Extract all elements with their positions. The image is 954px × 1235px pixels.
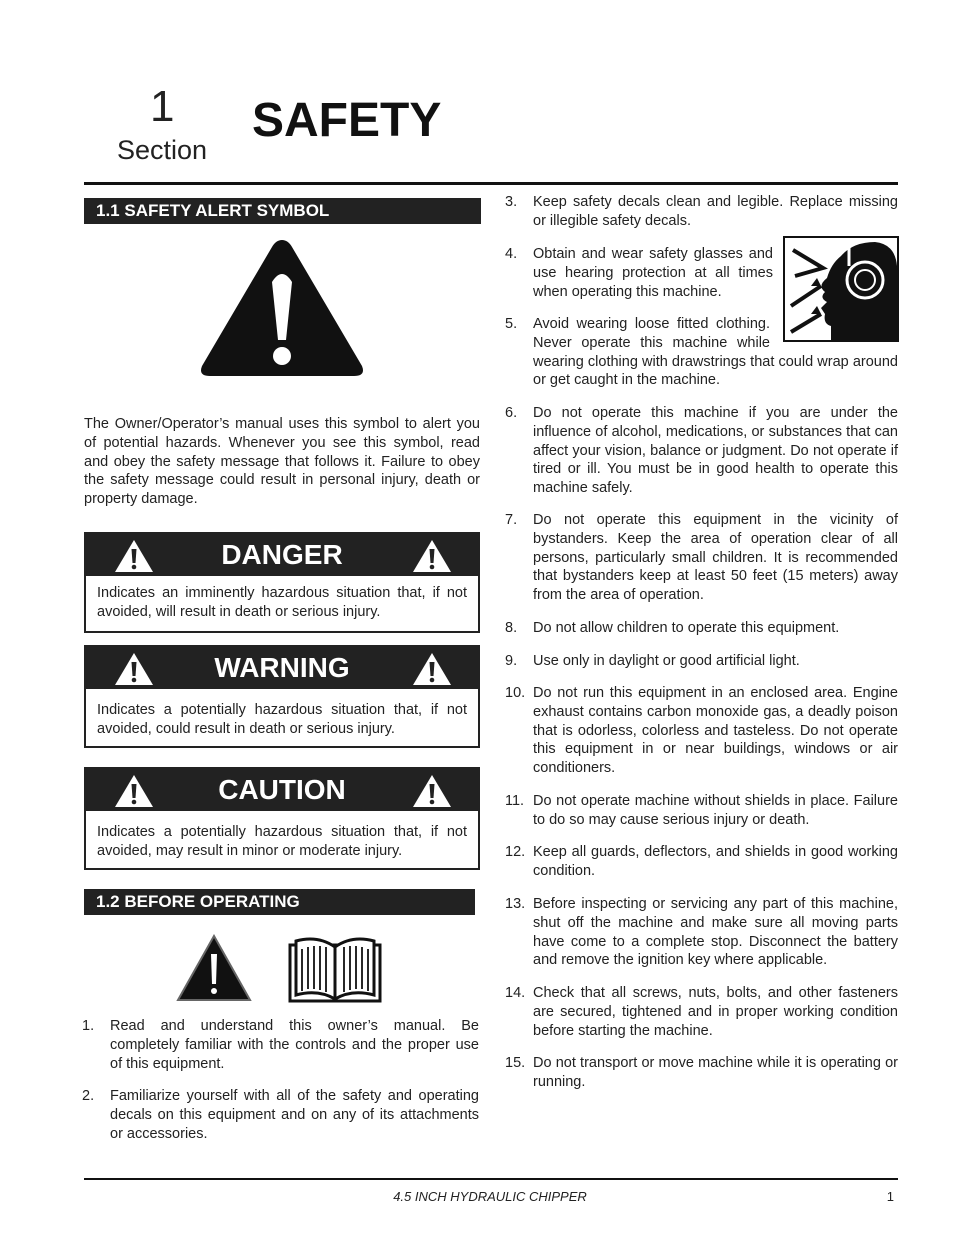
section-word: Section [117,135,208,165]
safety-alert-icon [198,236,366,380]
list-item: 10. Do not run this equipment in an enclosed area. Engine exhaust contains carbon monoxide gas, a deadly poison that is odorless, colorless and tasteless. Do not operate this equipment in or near buildings, windows or air conditioners. [505,685,898,777]
warning-triangle-icon [176,934,252,1002]
danger-header [86,534,478,576]
caution-box [84,767,480,870]
list-item: 4. Obtain and wear safety glasses and use hearing protection at all times when operating this machine. [505,246,773,300]
list-item: 13. Before inspecting or servicing any part of this machine, shut off the machine and make sure all moving parts have come to a complete stop. Disconnect the battery and remove the ignition key where applicable. [505,896,898,969]
list-item: 14. Check that all screws, nuts, bolts, and other fasteners are secured, tightened and in proper working condition before starting the machine. [505,985,898,1039]
manual-book-icon [288,933,382,1003]
list-item: 5. Avoid wearing loose fitted clothing. Never operate this machine while wearing clothing with drawstrings that could wrap around or get caught in the machine. [505,316,898,389]
signal-word-caution: CAUTION [218,774,346,805]
list-item: 9. Use only in daylight or good artificial light. [505,653,800,669]
list-item: 8. Do not allow children to operate this equipment. [505,620,840,636]
footer-title: 4.5 INCH HYDRAULIC CHIPPER [393,1189,587,1204]
warning-description: Indicates a potentially hazardous situation that, if not avoided, could result in death or serious injury. [97,702,467,737]
list-item: 2. Familiarize yourself with all of the safety and operating decals on this equipment and on any of its attachments or accessories. [82,1088,479,1142]
list-item: 7. Do not operate this equipment in the vicinity of bystanders. Keep the area of operation clear of all persons, particularly small children. It is recommended that bystanders keep at least 50 feet (15 meters) away from the area of operation. [505,512,898,604]
list-item: 15. Do not transport or move machine while it is operating or running. [505,1055,898,1090]
icon-float-spacer [770,315,898,351]
section-1-1-heading: 1.1 SAFETY ALERT SYMBOL [84,198,481,224]
warning-box [84,645,480,748]
signal-word-warning: WARNING [214,652,350,683]
bottom-divider [84,1178,898,1180]
caution-description: Indicates a potentially hazardous situation that, if not avoided, may result in minor or moderate injury. [97,824,467,859]
list-item: 11. Do not operate machine without shields in place. Failure to do so may cause serious injury or death. [505,793,898,828]
section-number: 1 [150,82,175,131]
top-divider [84,182,898,185]
danger-box [84,532,480,633]
danger-description: Indicates an imminently hazardous situation that, if not avoided, will result in death or serious injury. [97,585,467,620]
safety-symbol-intro: The Owner/Operator’s manual uses this symbol to alert you of potential hazards. Whenever you see this symbol, read and obey the safety message that follows it. Failure to obey the safety message could result in personal injury, death or property damage. [84,416,480,508]
list-item: 6. Do not operate this machine if you are under the influence of alcohol, medications, or substances that can affect your vision, balance or judgment. Do not operate if tired or ill. You must be in good health to operate this machine safely. [505,405,898,497]
caution-header [86,769,478,811]
section-1-2-heading: 1.2 BEFORE OPERATING [84,889,475,915]
list-item: 12. Keep all guards, deflectors, and shields in good working condition. [505,844,898,879]
warning-triangle-icon [412,652,452,686]
page-title: SAFETY [252,94,442,147]
warning-header [86,647,478,689]
warning-triangle-icon [412,774,452,808]
warning-triangle-icon [412,539,452,573]
list-item: 3. Keep safety decals clean and legible. Replace missing or illegible safety decals. [505,194,898,229]
list-item: 1. Read and understand this owner’s manual. Be completely familiar with the controls and the proper use of this equipment. [82,1018,479,1072]
page-number: 1 [886,1189,894,1204]
signal-word-danger: DANGER [221,539,343,570]
